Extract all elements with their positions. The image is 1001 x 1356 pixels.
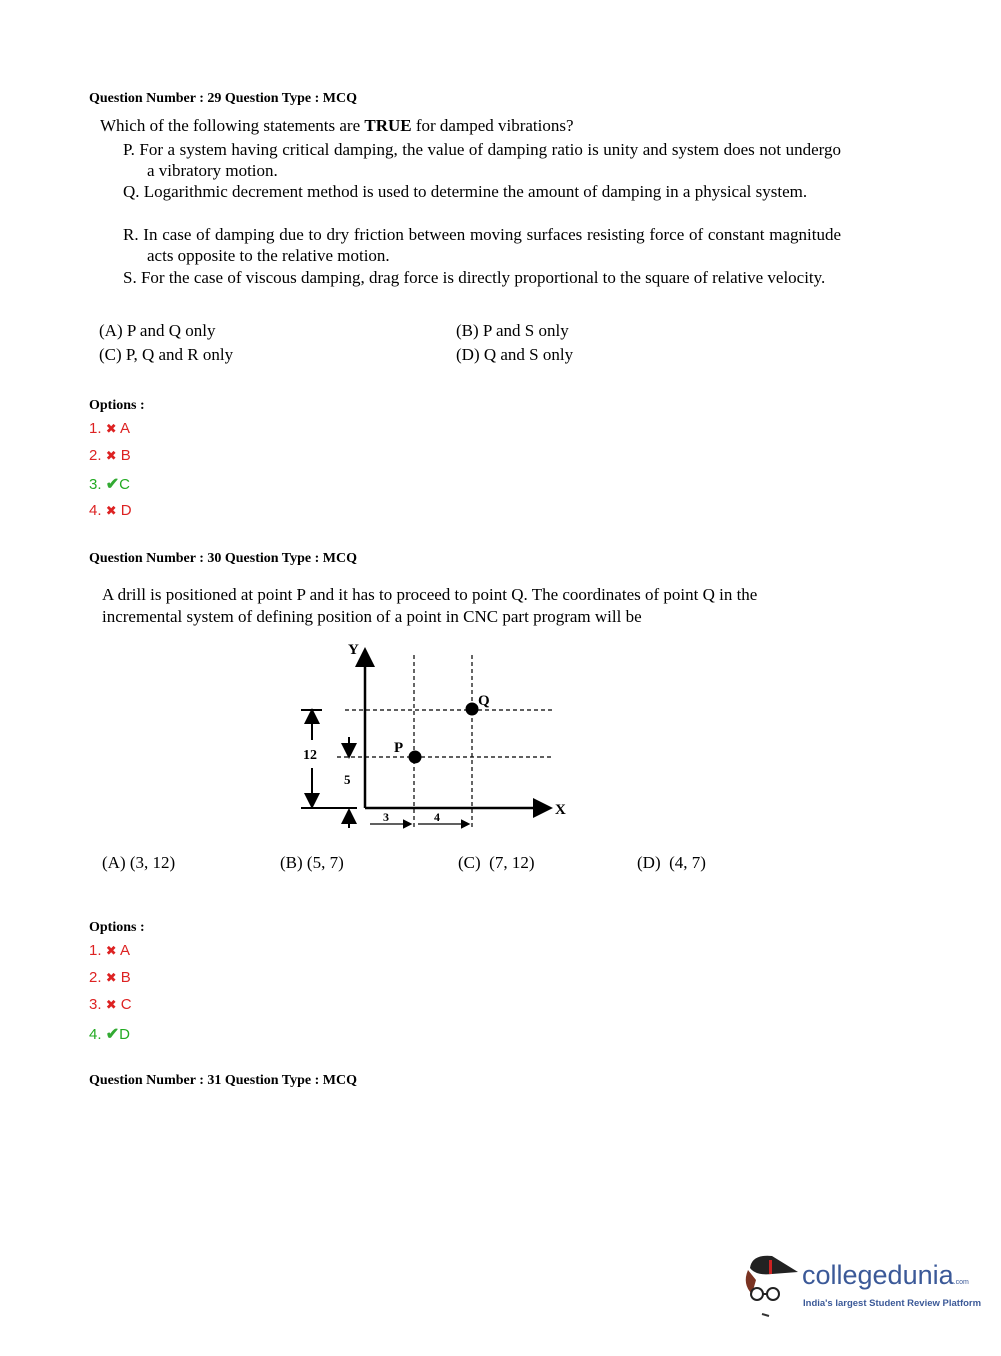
option-letter: A	[119, 942, 130, 959]
stem-text: for damped vibrations?	[411, 116, 574, 135]
logo-suffix: .com	[953, 1279, 969, 1286]
point-q-marker	[466, 703, 479, 716]
logo-wordmark	[802, 1260, 969, 1291]
options-label: Options :	[89, 920, 145, 935]
option-letter: C	[120, 996, 132, 1013]
option-letter: B	[120, 447, 131, 464]
logo-name: collegedunia	[802, 1260, 954, 1290]
stem-text: Which of the following statements are	[100, 116, 365, 135]
question-30-stem-line-2: incremental system of defining position of a point in CNC part program will be	[102, 607, 642, 626]
choice-c: (C) (7, 12)	[458, 853, 535, 872]
option-4	[89, 1024, 130, 1044]
statement-r: R. In case of damping due to dry friction between moving surfaces resisting force of constant magnitude acts opposite to the relative motion.	[123, 225, 841, 265]
choice-c: (C) P, Q and R only	[99, 345, 234, 364]
option-number: 4.	[89, 502, 102, 519]
statement-s: S. For the case of viscous damping, drag force is directly proportional to the square of relative velocity.	[123, 268, 826, 287]
option-letter: D	[120, 502, 132, 519]
option-number: 3.	[89, 476, 102, 493]
cross-icon: ✖	[105, 943, 117, 958]
stem-bold: TRUE	[364, 116, 412, 135]
dim-5-label: 5	[344, 772, 351, 787]
choice-b: (B) (5, 7)	[280, 853, 344, 872]
option-number: 1.	[89, 420, 102, 437]
question-29-header: Question Number : 29 Question Type : MCQ	[89, 91, 357, 106]
choice-a: (A) (3, 12)	[102, 853, 176, 872]
point-p-marker	[409, 751, 422, 764]
options-label: Options :	[89, 398, 145, 413]
option-number: 4.	[89, 1026, 102, 1043]
y-axis-label: Y	[348, 642, 359, 658]
option-number: 1.	[89, 942, 102, 959]
point-p-label: P	[394, 740, 404, 756]
guide-lines	[337, 655, 552, 828]
dim-3-label: 3	[383, 810, 389, 824]
option-letter: A	[119, 420, 130, 437]
check-icon: ✔	[105, 1026, 120, 1043]
question-31-header: Question Number : 31 Question Type : MCQ	[89, 1073, 357, 1088]
choice-d: (D) Q and S only	[456, 345, 574, 364]
option-number: 2.	[89, 447, 102, 464]
choice-a: (A) P and Q only	[99, 321, 216, 340]
question-30-header: Question Number : 30 Question Type : MCQ	[89, 551, 357, 566]
dim-12-label: 12	[303, 748, 317, 763]
option-2	[89, 969, 131, 986]
option-letter: B	[120, 969, 131, 986]
question-30-stem-line-1: A drill is positioned at point P and it has to proceed to point Q. The coordinates of point Q in the	[102, 585, 758, 604]
statement-p: P. For a system having critical damping, the value of damping ratio is unity and system does not undergo a vibratory motion.	[123, 140, 841, 180]
x-axis-label: X	[555, 802, 566, 818]
collegedunia-logo	[742, 1250, 982, 1320]
option-number: 3.	[89, 996, 102, 1013]
point-q-label: Q	[478, 693, 490, 709]
mascot-icon	[742, 1250, 802, 1318]
option-number: 2.	[89, 969, 102, 986]
cross-icon: ✖	[105, 970, 117, 985]
statement-q: Q. Logarithmic decrement method is used to determine the amount of damping in a physical system.	[123, 182, 808, 201]
check-icon: ✔	[105, 476, 120, 493]
option-letter: D	[119, 1026, 130, 1043]
option-letter: C	[119, 476, 130, 493]
cross-icon: ✖	[105, 503, 117, 518]
option-3	[89, 996, 132, 1013]
dim-4-label: 4	[434, 810, 440, 824]
choice-d: (D) (4, 7)	[637, 853, 706, 872]
cross-icon: ✖	[105, 997, 117, 1012]
cross-icon: ✖	[105, 448, 117, 463]
cross-icon: ✖	[105, 421, 117, 436]
option-1	[89, 942, 130, 959]
logo-tagline: India's largest Student Review Platform	[803, 1298, 982, 1309]
choice-b: (B) P and S only	[456, 321, 569, 340]
